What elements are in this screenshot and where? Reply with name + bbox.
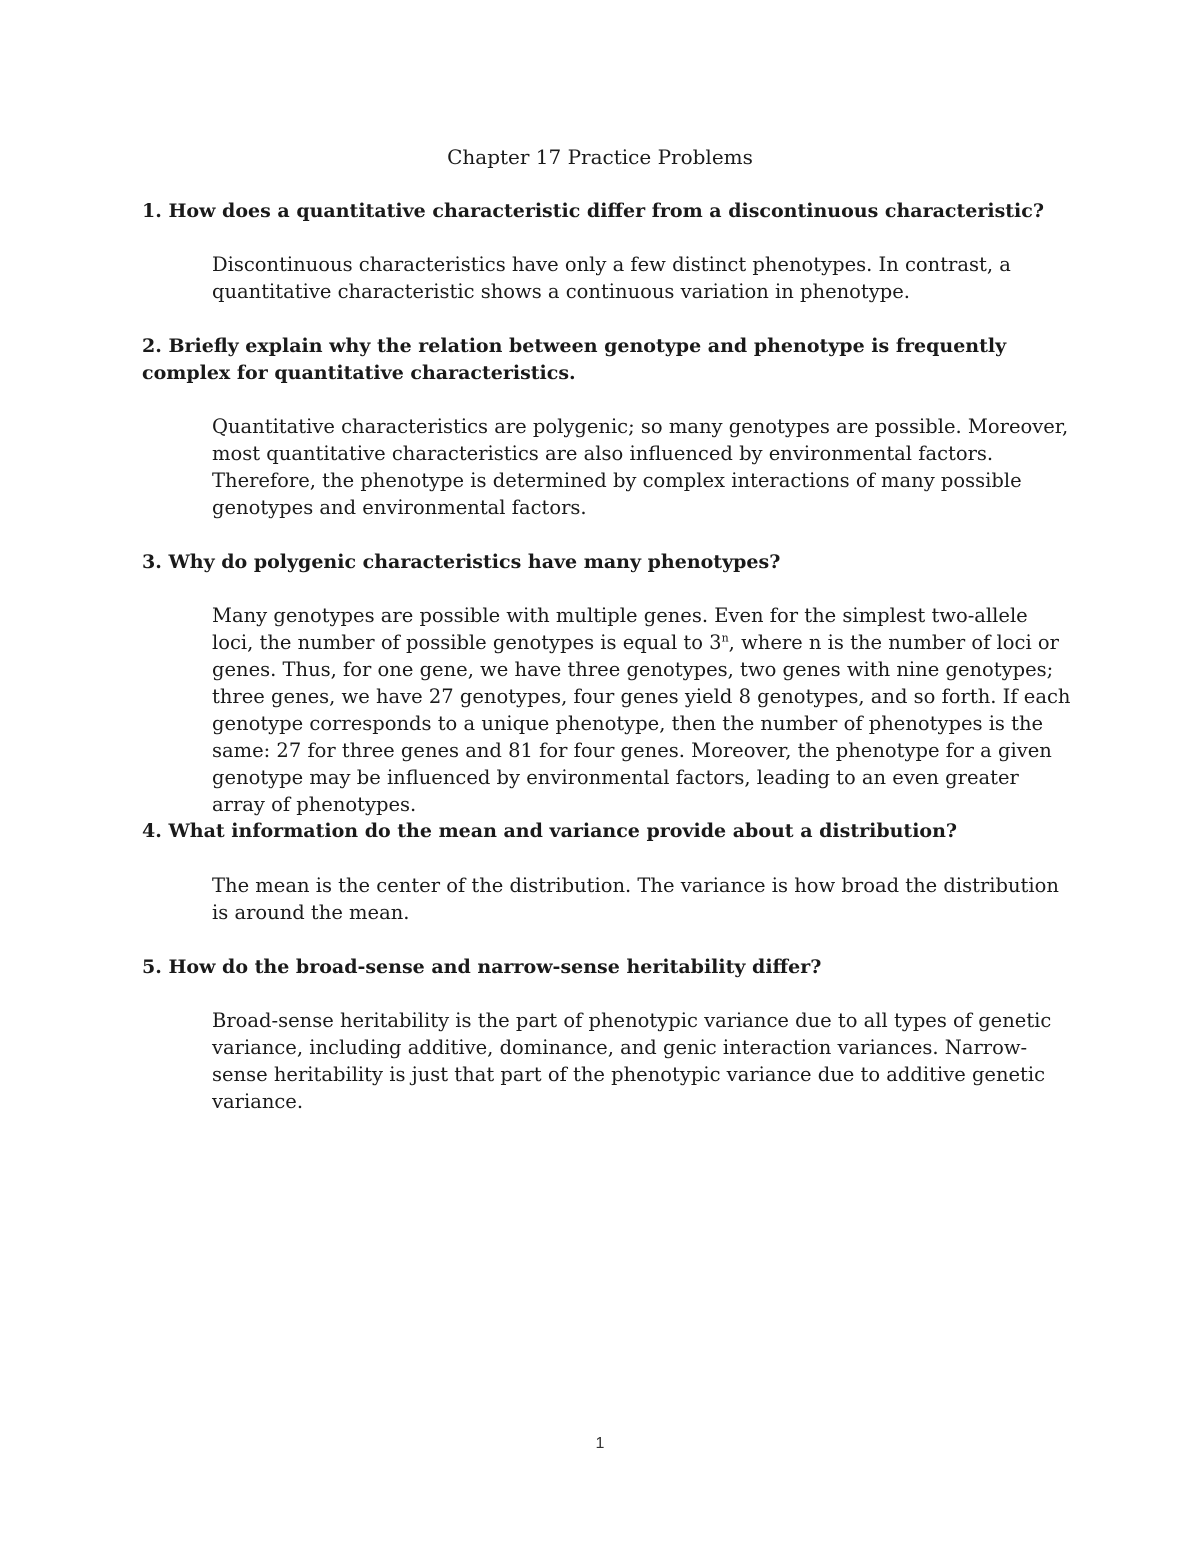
question-4: 4. What information do the mean and variance provide about a distribution? — [142, 820, 958, 842]
answer-3-exponent: n — [721, 631, 729, 645]
answer-3 — [212, 602, 1072, 818]
answer-2: Quantitative characteristics are polygenic; so many genotypes are possible. Moreover, most quantitative characteristics are also influenced by environmental factors. Therefore, the phenotype is determined by complex interactions of many possible genotypes and environmental factors. — [212, 415, 1069, 519]
answer-3-text-start: Many genotypes are possible with multiple genes. Even for the simplest two-allele loci, the number of possible genotypes is equal to 3 — [212, 604, 1028, 654]
answer-3-text-end: , where n is the number of loci or genes. Thus, for one gene, we have three genotypes, two genes with nine genotypes; three genes, we have 27 genotypes, four genes yield 8 genotypes, and so forth. If each genotype corresponds to a unique phenotype, then the number of phenotypes is the same: 27 for three genes and 81 for four genes. Moreover, the phenotype for a given genotype may be influenced by environmental factors, leading to an even greater array of phenotypes. — [212, 631, 1071, 816]
question-2: 2. Briefly explain why the relation between genotype and phenotype is frequently complex for quantitative characteristics. — [142, 335, 1007, 384]
question-1: 1. How does a quantitative characteristic differ from a discontinuous characteristic? — [142, 200, 1044, 222]
answer-1: Discontinuous characteristics have only a few distinct phenotypes. In contrast, a quantitative characteristic shows a continuous variation in phenotype. — [212, 253, 1011, 303]
question-3: 3. Why do polygenic characteristics have many phenotypes? — [142, 551, 781, 573]
answer-5: Broad-sense heritability is the part of phenotypic variance due to all types of genetic variance, including additive, dominance, and genic interaction variances. Narrow-sense heritability is just that part of the phenotypic variance due to additive genetic variance. — [212, 1009, 1052, 1113]
page-number: 1 — [595, 1435, 605, 1452]
answer-4: The mean is the center of the distribution. The variance is how broad the distribution is around the mean. — [212, 874, 1059, 924]
question-5: 5. How do the broad-sense and narrow-sense heritability differ? — [142, 956, 822, 978]
page-title: Chapter 17 Practice Problems — [447, 145, 753, 169]
